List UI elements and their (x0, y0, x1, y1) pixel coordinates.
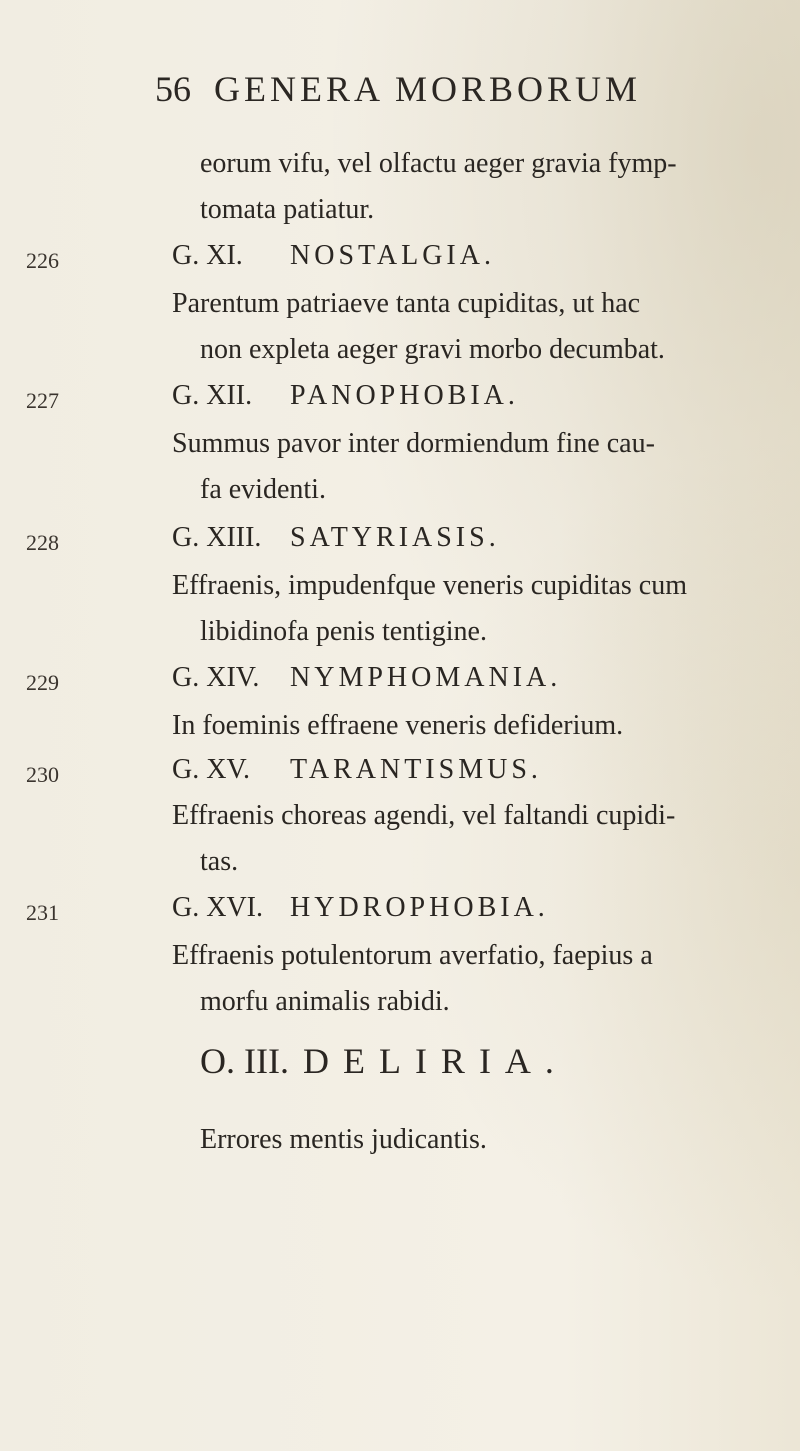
order-name: DELIRIA. (302, 1041, 568, 1081)
order-definition: Errores mentis judicantis. (200, 1124, 487, 1155)
genus-heading (172, 380, 519, 412)
entry-number: 231 (26, 900, 59, 925)
text-line: tomata patiatur. (200, 194, 375, 225)
genus-heading (172, 754, 542, 786)
definition-line: libidinofa penis tentigine. (200, 616, 487, 647)
definition-line: non expleta aeger gravi morbo decumbat. (200, 334, 665, 365)
genus-code: G. XV. (172, 754, 251, 785)
text-line: eorum vifu, vel olfactu aeger gravia fymp- (200, 148, 677, 179)
definition-line: fa evidenti. (200, 474, 326, 505)
genus-heading (172, 892, 549, 924)
definition-line: morfu animalis rabidi. (200, 986, 450, 1017)
page-header (155, 68, 641, 110)
order-heading (200, 1040, 568, 1082)
genus-code: G. XIII. (172, 522, 262, 553)
genus-name: SATYRIASIS. (290, 522, 500, 553)
definition-line: In foeminis effraene veneris defiderium. (172, 710, 624, 741)
genus-code: G. XII. (172, 380, 253, 411)
order-code: O. III. (200, 1041, 289, 1081)
genus-heading (172, 240, 495, 272)
definition-line: Effraenis choreas agendi, vel faltandi cupidi- (172, 800, 676, 831)
genus-name: HYDROPHOBIA. (290, 892, 549, 923)
genus-code: G. XIV. (172, 662, 260, 693)
genus-name: PANOPHOBIA. (290, 380, 519, 411)
definition-line: tas. (200, 846, 239, 877)
definition-line: Effraenis, impudenfque veneris cupiditas cum (172, 570, 687, 601)
genus-heading (172, 522, 500, 554)
definition-line: Summus pavor inter dormiendum fine cau- (172, 428, 655, 459)
genus-code: G. XVI. (172, 892, 263, 923)
genus-code: G. XI. (172, 240, 243, 271)
page-number: 56 (155, 69, 191, 109)
genus-name: NYMPHOMANIA. (290, 662, 562, 693)
entry-number: 229 (26, 670, 59, 695)
entry-number: 228 (26, 530, 59, 555)
genus-heading (172, 662, 561, 694)
running-title: GENERA MORBORUM (214, 69, 642, 109)
definition-line: Effraenis potulentorum averfatio, faepius a (172, 940, 653, 971)
genus-name: TARANTISMUS. (290, 754, 542, 785)
entry-number: 227 (26, 388, 59, 413)
entry-number: 226 (26, 248, 59, 273)
entry-number: 230 (26, 762, 59, 787)
genus-name: NOSTALGIA. (290, 240, 495, 271)
definition-line: Parentum patriaeve tanta cupiditas, ut hac (172, 288, 641, 319)
